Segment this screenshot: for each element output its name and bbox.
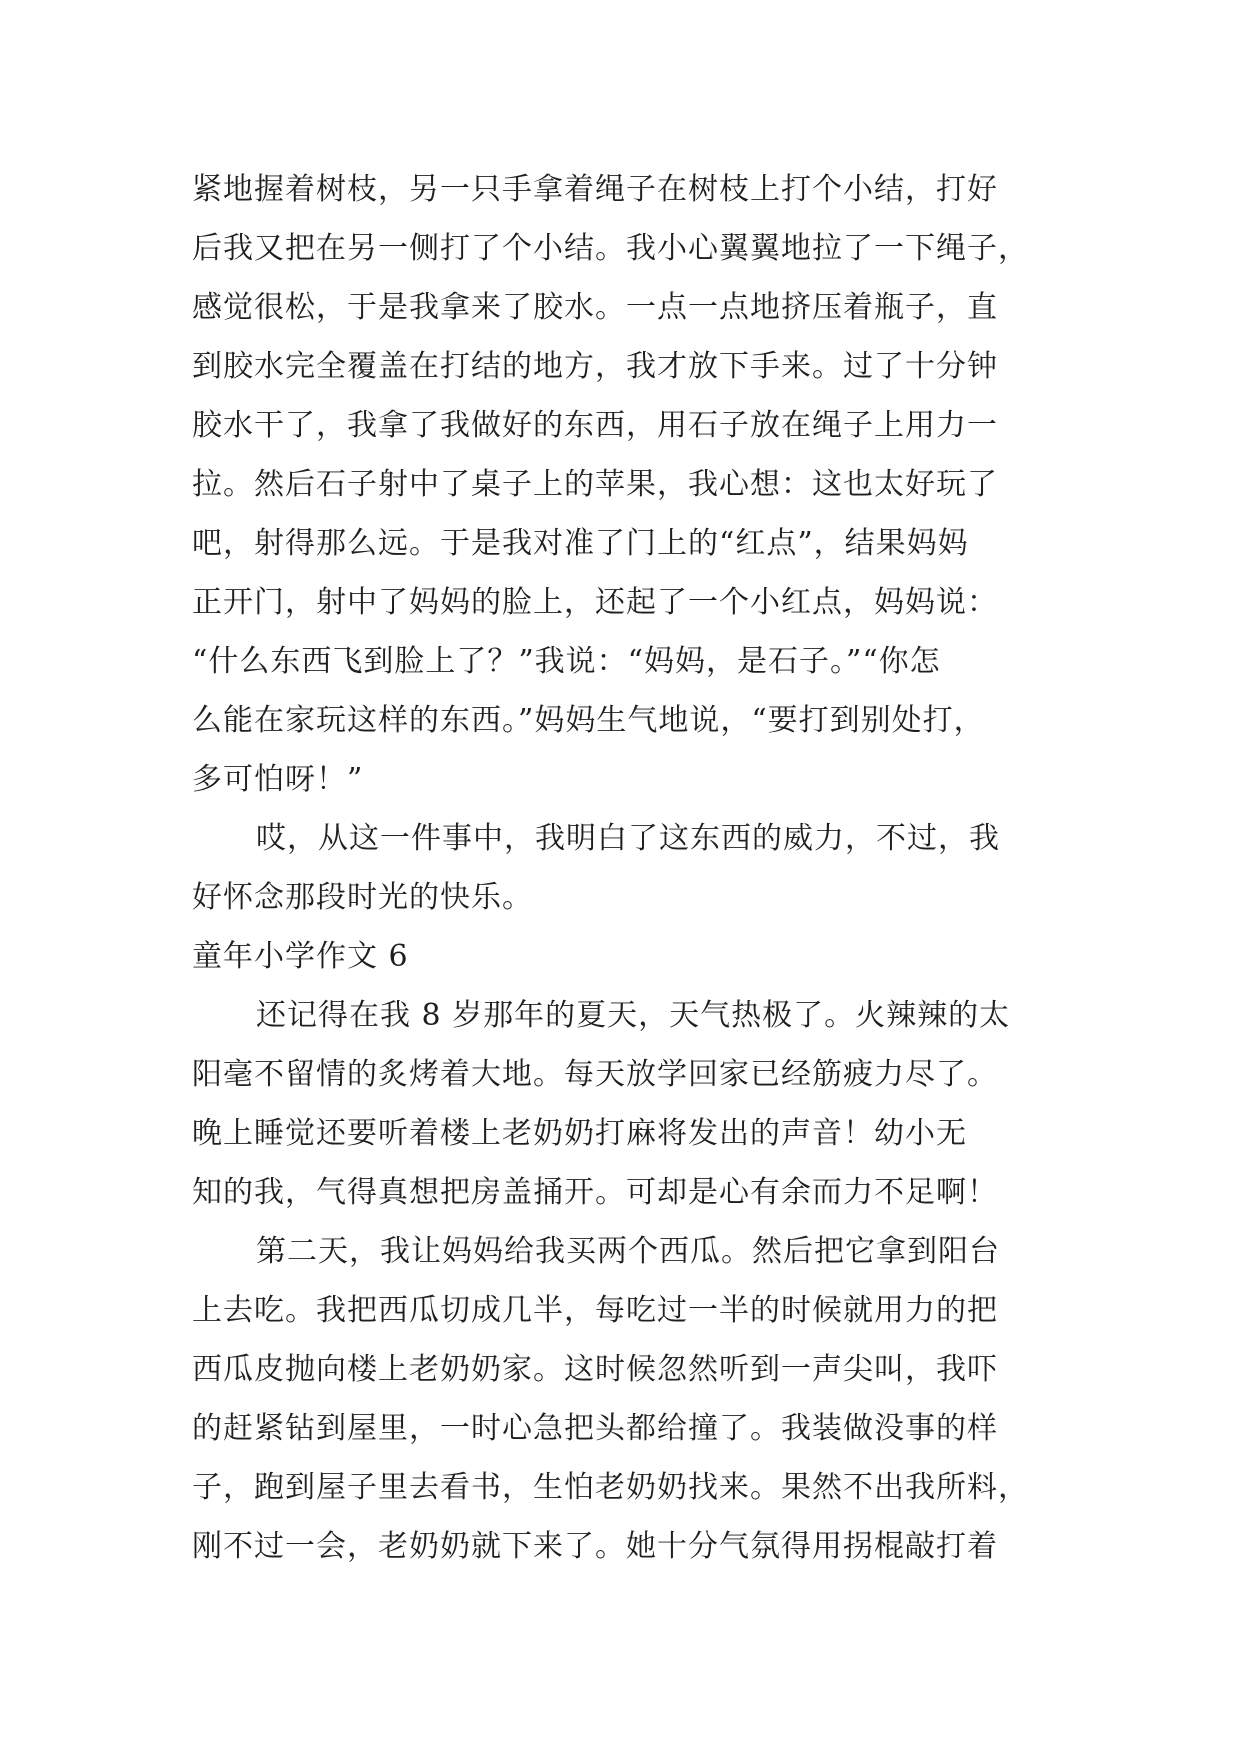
text-line: 第二天，我让妈妈给我买两个西瓜。然后把它拿到阳台 <box>256 1234 1000 1269</box>
text-line: 晚上睡觉还要听着楼上老奶奶打麻将发出的声音！幼小无 <box>192 1116 967 1151</box>
text-line: 好怀念那段时光的快乐。 <box>192 880 533 915</box>
paragraph-continued <box>192 160 1082 809</box>
paragraph-summer <box>192 986 1082 1222</box>
text-line: 上去吃。我把西瓜切成几半，每吃过一半的时候就用力的把 <box>192 1293 998 1328</box>
text-line: 哎，从这一件事中，我明白了这东西的威力，不过，我 <box>256 821 1000 856</box>
essay-heading: 童年小学作文 6 <box>192 939 409 974</box>
text-line: 正开门，射中了妈妈的脸上，还起了一个小红点，妈妈说： <box>192 585 998 620</box>
text-line: 拉。然后石子射中了桌子上的苹果，我心想：这也太好玩了 <box>192 467 998 502</box>
text-line: 还记得在我 8 岁那年的夏天，天气热极了。火辣辣的太 <box>256 998 1011 1033</box>
text-line: 紧地握着树枝，另一只手拿着绳子在树枝上打个小结，打好 <box>192 172 998 207</box>
text-line: 西瓜皮抛向楼上老奶奶家。这时候忽然听到一声尖叫，我吓 <box>192 1352 998 1387</box>
text-line: 到胶水完全覆盖在打结的地方，我才放下手来。过了十分钟 <box>192 349 998 384</box>
text-line: 后我又把在另一侧打了个小结。我小心翼翼地拉了一下绳子， <box>192 231 1029 266</box>
text-line: 的赶紧钻到屋里，一时心急把头都给撞了。我装做没事的样 <box>192 1411 998 1446</box>
text-line: 子，跑到屋子里去看书，生怕老奶奶找来。果然不出我所料， <box>192 1470 1029 1505</box>
paragraph-conclusion <box>192 809 1082 927</box>
text-line: 吧，射得那么远。于是我对准了门上的“红点”，结果妈妈 <box>192 526 969 561</box>
paragraph-watermelon <box>192 1222 1082 1576</box>
text-line: 么能在家玩这样的东西。”妈妈生气地说，“要打到别处打， <box>192 703 985 738</box>
text-line: “什么东西飞到脸上了？”我说：“妈妈，是石子。”“你怎 <box>192 644 941 679</box>
text-line: 刚不过一会，老奶奶就下来了。她十分气氛得用拐棍敲打着 <box>192 1529 998 1564</box>
text-line: 多可怕呀！” <box>192 762 364 797</box>
text-line: 感觉很松，于是我拿来了胶水。一点一点地挤压着瓶子，直 <box>192 290 998 325</box>
document-body <box>192 160 1082 1576</box>
text-line: 知的我，气得真想把房盖捅开。可却是心有余而力不足啊！ <box>192 1175 998 1210</box>
text-line: 胶水干了，我拿了我做好的东西，用石子放在绳子上用力一 <box>192 408 998 443</box>
text-line: 阳毫不留情的炙烤着大地。每天放学回家已经筋疲力尽了。 <box>192 1057 998 1092</box>
